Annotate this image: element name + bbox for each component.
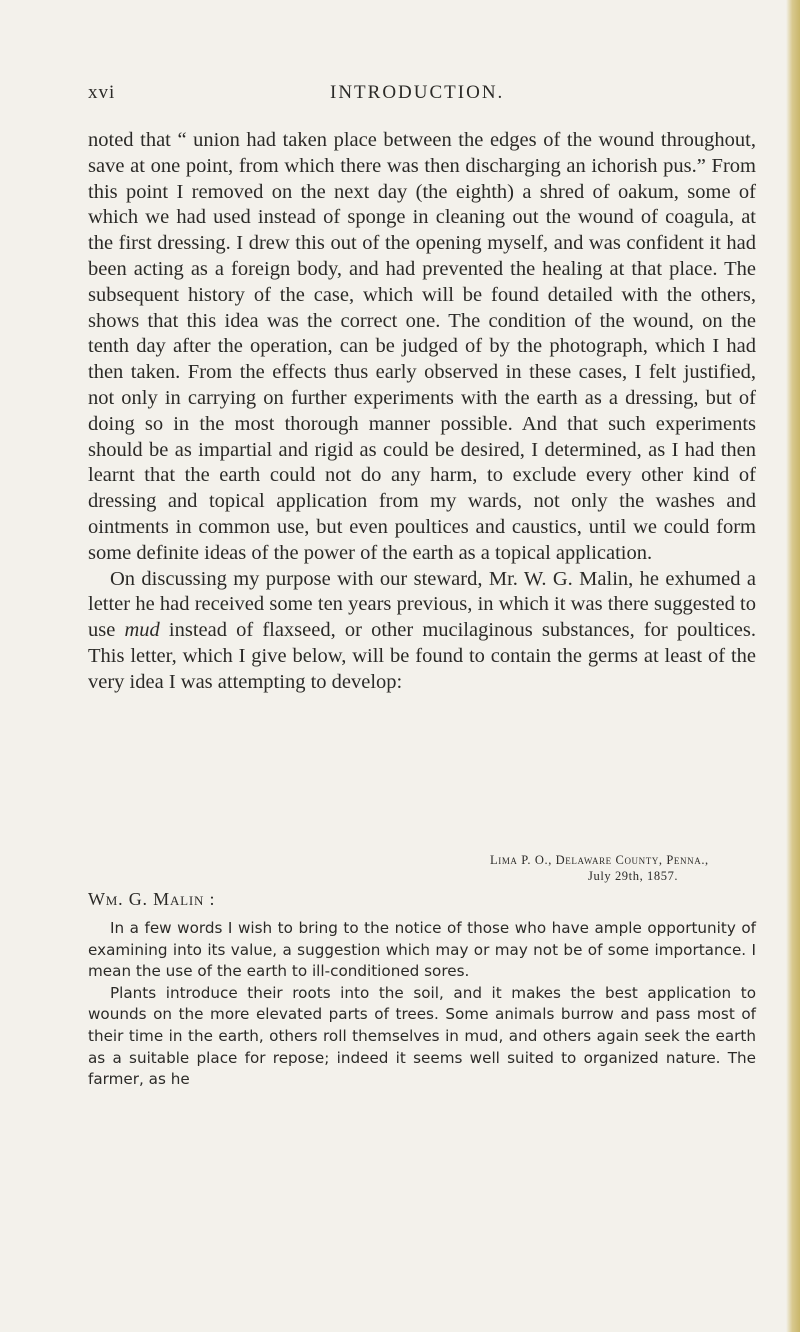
- body-paragraph: noted that “ union had taken place between the edges of the wound throughout, save at one point, from which there was then discharging an ichorish pus.” From this point I removed on the next day (the eighth) a shred of oakum, some of which we had used instead of sponge in cleaning out the wound of coagula, at the first dressing. I drew this out of the opening myself, and was confident it had been acting as a foreign body, and had prevented the healing at that place. The subsequent history of the case, which will be found detailed with the others, shows that this idea was the correct one. The condition of the wound, on the tenth day after the operation, can be judged of by the photograph, which I had then taken. From the effects thus early observed in these cases, I felt justified, not only in carrying on further experiments with the earth as a dressing, but of doing so in the most thorough manner possible. And that such experiments should be as impartial and rigid as could be desired, I determined, as I had then learnt that the earth could not do any harm, to exclude every other kind of dressing and topical application from my wards, not only the washes and ointments in common use, but even poultices and caustics, until we could form some definite ideas of the power of the earth as a topical application.: [88, 129, 756, 564]
- body-text-run: On discussing my purpose with our steward, Mr. W. G. Malin, he exhumed a letter he had received some ten years previous, in which it was there suggested to use: [88, 567, 756, 642]
- body-paragraph: [88, 567, 756, 696]
- letter-place: Lima P. O., Delaware County, Penna.,: [490, 853, 709, 867]
- running-head: INTRODUCTION.: [330, 82, 505, 103]
- emphasized-word: mud: [124, 619, 160, 642]
- page-edge-strip: [786, 0, 800, 1332]
- letter-paragraph: In a few words I wish to bring to the notice of those who have ample opportunity of examining into its value, a suggestion which may or may not be of some importance. I mean the use of the earth to ill-conditioned sores.: [88, 919, 756, 981]
- page-number: xvi: [88, 82, 116, 103]
- main-text: [88, 128, 756, 696]
- body-text-run: instead of flaxseed, or other mucilaginous substances, for poultices. This letter, which I give below, will be found to contain the germs at least of the very idea I was attempting to develop:: [88, 619, 757, 693]
- page-header: [88, 82, 756, 108]
- letter-dateline: [490, 852, 758, 884]
- letter-paragraph: Plants introduce their roots into the soil, and it makes the best application to wounds on the more elevated parts of trees. Some animals burrow and pass most of their time in the earth, others roll themselves in mud, and others again seek the earth as a suitable place for repose; indeed it seems well suited to organized nature. The farmer, as he: [88, 983, 756, 1089]
- letter-salutation: Wm. G. Malin :: [88, 889, 216, 909]
- letter-date: July 29th, 1857.: [588, 869, 679, 883]
- letter-text: [88, 918, 756, 1091]
